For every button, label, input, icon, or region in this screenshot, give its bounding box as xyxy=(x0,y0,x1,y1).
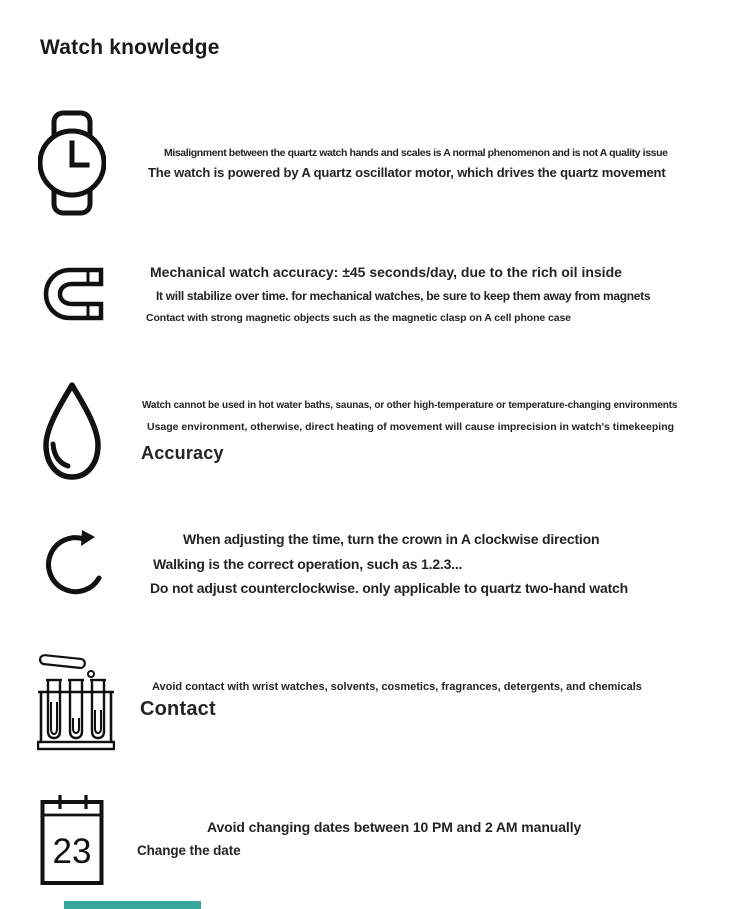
section-line: Mechanical watch accuracy: ±45 seconds/day, due to the rich oil inside xyxy=(150,264,622,280)
section-line: It will stabilize over time. for mechanical watches, be sure to keep them away from magnets xyxy=(156,289,651,303)
calendar-day-number: 23 xyxy=(52,832,92,871)
section-line: Contact with strong magnetic objects such as the magnetic clasp on A cell phone case xyxy=(146,312,571,324)
water-drop-icon xyxy=(40,381,104,486)
bottom-accent-bar xyxy=(64,901,201,909)
section-line: Avoid changing dates between 10 PM and 2 AM manually xyxy=(207,819,582,835)
test-tubes-icon xyxy=(37,650,115,757)
section-line: Change the date xyxy=(137,843,241,858)
section-line: The watch is powered by A quartz oscillator motor, which drives the quartz movement xyxy=(148,165,666,180)
section-line: Walking is the correct operation, such as 1.2.3... xyxy=(153,556,463,572)
section-line: When adjusting the time, turn the crown in A clockwise direction xyxy=(183,531,600,547)
section-line: Misalignment between the quartz watch hands and scales is A normal phenomenon and is not A quality issue xyxy=(164,147,668,159)
watch-icon xyxy=(38,110,106,221)
section-line: Usage environment, otherwise, direct heating of movement will cause imprecision in watch's timekeeping xyxy=(147,421,675,433)
page-title: Watch knowledge xyxy=(40,36,220,59)
section-line: Avoid contact with wrist watches, solvents, cosmetics, fragrances, detergents, and chemicals xyxy=(152,681,642,693)
clockwise-arrow-icon xyxy=(42,524,108,605)
section-heading: Accuracy xyxy=(141,443,224,463)
section-line: Do not adjust counterclockwise. only applicable to quartz two-hand watch xyxy=(150,580,628,596)
section-line: Watch cannot be used in hot water baths, saunas, or other high-temperature or temperature-changing environments xyxy=(142,400,678,411)
section-heading: Contact xyxy=(140,698,216,720)
magnet-icon xyxy=(42,266,106,327)
